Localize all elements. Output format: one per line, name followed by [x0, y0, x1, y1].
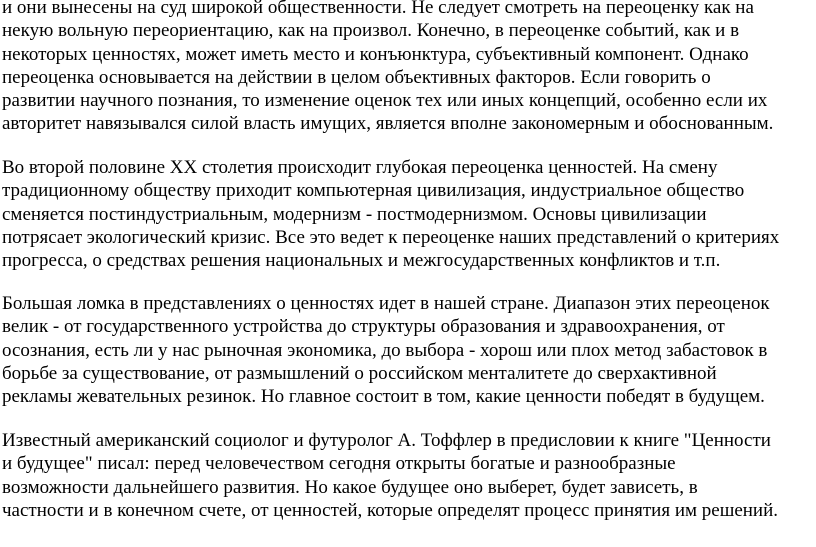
text-line: рекламы жевательных резинок. Но главное состоит в том, какие ценности победят в будущем. [2, 386, 765, 408]
text-line: и будущее" писал: перед человечеством сегодня открыты богатые и разнообразные [2, 453, 676, 475]
text-line: некоторых ценностях, может иметь место и конъюнктура, субъективный компонент. Однако [2, 43, 749, 65]
text-line: авторитет навязывался силой власть имущих, является вполне закономерным и обоснованным. [2, 113, 774, 135]
text-line: возможности дальнейшего развития. Но какое будущее оно выберет, будет зависеть, в [2, 476, 698, 498]
text-line: развитии научного познания, то изменение оценок тех или иных концепций, особенно если их [2, 90, 768, 112]
paragraph-1 [2, 0, 773, 136]
text-line: Во второй половине XX столетия происходит глубокая переоценка ценностей. На смену [2, 157, 718, 178]
text-line: велик - от государственного устройства до структуры образования и здравоохранения, от [2, 316, 725, 338]
text-line: некую вольную переориентацию, как на произвол. Конечно, в переоценке событий, как и в [2, 20, 740, 42]
text-line: сменяется постиндустриальным, модернизм - постмодернизмом. Основы цивилизации [2, 203, 707, 225]
text-line: прогресса, о средствах решения национальных и межгосударственных конфликтов и т.п. [2, 250, 721, 272]
paragraph-2 [2, 156, 779, 272]
text-line: осознания, есть ли у нас рыночная экономика, до выбора - хорош или плох метод забастовок в [2, 339, 768, 361]
paragraph-3 [2, 292, 770, 408]
text-line: Известный американский социолог и футуролог А. Тоффлер в предисловии к книге "Ценности [2, 430, 771, 451]
text-line: потрясает экологический кризис. Все это ведет к переоценке наших представлений о критериях [2, 226, 780, 248]
text-line: борьбе за существование, от размышлений о российском менталитете до сверхактивной [2, 362, 717, 384]
paragraph-4 [2, 429, 778, 522]
text-line: Большая ломка в представлениях о ценностях идет в нашей стране. Диапазон этих переоценок [2, 293, 770, 314]
text-line: переоценка основывается на действии в целом объективных факторов. Если говорить о [2, 66, 711, 88]
text-line: частности и в конечном счете, от ценностей, которые определят процесс принятия им решений. [2, 499, 779, 521]
text-line: и они вынесены на суд широкой общественности. Не следует смотреть на переоценку как на [2, 0, 754, 18]
text-line: традиционному обществу приходит компьютерная цивилизация, индустриальное общество [2, 180, 745, 202]
